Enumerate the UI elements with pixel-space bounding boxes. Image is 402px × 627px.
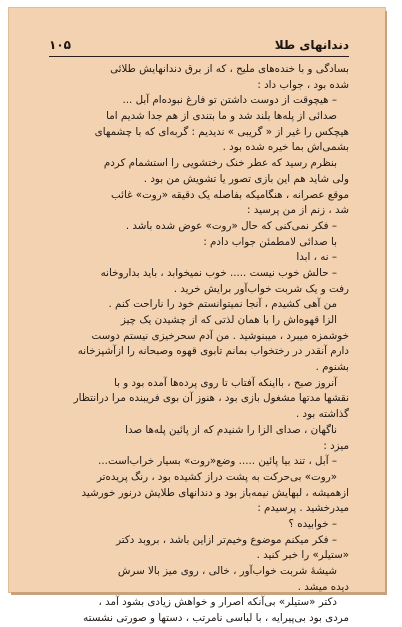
text-line: بشمی‌اش بما خیره شده بود . [222, 141, 349, 154]
text-line: صدائی از پله‌ها بلند شد و ما بتندی از هم جدا شدیم اما [106, 110, 337, 123]
text-line: میدرخشید . پرسیدم : [257, 502, 349, 515]
text-line: ولی شاید هم این بازی تصور یا تشویش من بود . [143, 172, 349, 185]
text-line: هیچکس را غیر از « گریبی » ندیدیم : گربه‌ای که با چشمهای [94, 125, 349, 138]
text-line: – نه ، ابدا [296, 251, 337, 264]
text-line: – هیچوقت از دوست داشتن تو فارغ نبوده‌ام آبل ... [122, 94, 337, 107]
text-line: خوشمزه میبرد ، میبنوشید . من آدم سحرخیزی نیستم دوست [91, 329, 349, 342]
text-line: – فکر میکنم موضوع وخیم‌تر ازاین باشد ، بروبد دکتر [116, 533, 337, 546]
text-line: – خوابیده ؟ [288, 517, 337, 530]
text-line: شیشهٔ شربت خواب‌آور ، خالی ، روی میز بالا سرش [117, 565, 337, 577]
page-header [49, 38, 349, 57]
page-body-text [49, 62, 349, 627]
text-line: موقع عصرانه ، هنگامیکه بفاصله یک دقیقه «روت» غائب [111, 188, 349, 201]
text-line: نقشها مدتها مشغول بازی بود ، هنوز آن بوی فریبنده مرا درانتظار [73, 392, 349, 405]
text-line: دیده میشد . [297, 580, 349, 593]
text-line: – آبل ، تند بیا پائین ..... وضع«روت» بسیار خراب‌است... [98, 455, 337, 468]
book-page [9, 8, 385, 625]
text-line: «روت» بی‌حرکت به پشت دراز کشیده بود ، رنگ پریده‌تر [96, 470, 337, 483]
text-line: رفت و یک شربت خواب‌آور برایش خرید . [173, 282, 349, 295]
text-line: «ستیلر» را خبر کنید . [256, 549, 349, 562]
text-line: من آهی کشیدم ، آنجا نمیتوانستم خود را ناراحت کنم . [108, 298, 337, 311]
text-line: میزد : [323, 439, 349, 452]
text-line: ازهمیشه ، لبهایش نیمه‌باز بود و دندانهای طلایش درنور خورشید [81, 486, 349, 499]
text-line: – حالش خوب نیست ..... خوب نمیخوابد ، باید بداروخانه [100, 266, 337, 279]
text-line: مردی بود بی‌پیرایه ، با لباسی نامرتب ، دستها و صورتی نشسته [83, 612, 349, 625]
book-title: دندانهای طلا [274, 38, 349, 52]
text-line: شد ، زنم از من پرسید : [246, 204, 349, 217]
text-line: بنظرم رسید که عطر خنک رختشویی را استشمام کردم [103, 157, 337, 170]
text-line: شده بود ، جواب داد : [257, 78, 349, 91]
text-line: با صدائی لامطمئن جواب دادم : [203, 235, 337, 248]
text-line: دکتر «ستیلر» بی‌آنکه اصرار و خواهش زیادی بشود آمد ، [98, 596, 337, 609]
text-line: الزا قهوه‌اش را با همان لذتی که از چشیدن یک چیز [120, 314, 337, 326]
text-line: دارم آنقدر در رختخواب بمانم تابوی قهوه وصبحانه را ازآشپزخانه [77, 345, 349, 358]
text-line: – فکر نمی‌کنی که حال «روت» عوض شده باشد . [125, 219, 337, 232]
text-line: گذاشته بود . [295, 408, 349, 421]
text-line: ناگهان ، صدای الزا را شنیدم که از پائین پله‌ها صدا [125, 423, 337, 436]
text-line: بسادگی و با خنده‌های ملیح ، که از برق دندانهایش طلائی [110, 63, 349, 75]
text-line: بشنوم . [315, 361, 349, 374]
page-number: ۱۰۵ [49, 38, 71, 52]
text-line: آنروز صبح ، بااینکه آفتاب تا روی پرده‌ها آمده بود و با [114, 376, 337, 389]
